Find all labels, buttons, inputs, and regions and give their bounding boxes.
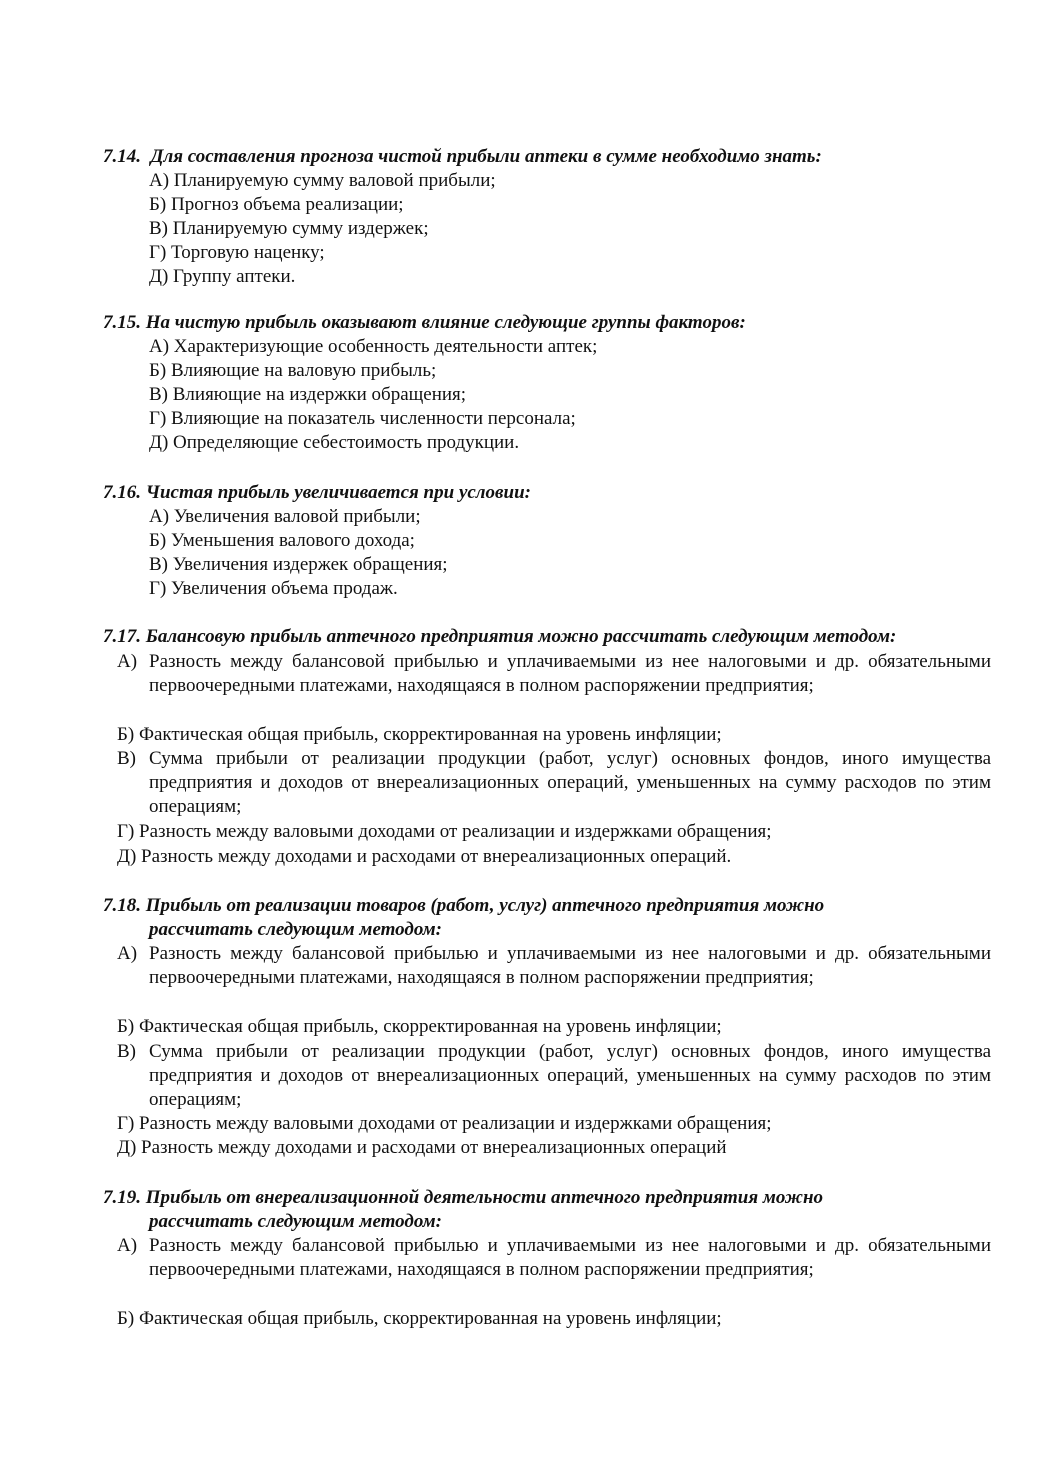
answer-option: Б) Влияющие на валовую прибыль;	[149, 360, 437, 381]
answer-option: В) Увеличения издержек обращения;	[149, 554, 448, 575]
answer-option: Г) Увеличения объема продаж.	[149, 578, 398, 599]
question-text-continued: рассчитать следующим методом:	[149, 919, 442, 940]
option-letter: В)	[117, 748, 136, 769]
answer-option: Д) Разность между доходами и расходами от внереализационных операций.	[117, 846, 732, 867]
question-number: 7.16.	[103, 482, 141, 503]
question-number: 7.15.	[103, 312, 141, 333]
answer-option: Д) Определяющие себестоимость продукции.	[149, 432, 520, 453]
answer-option: Г) Торговую наценку;	[149, 242, 325, 263]
option-letter: А)	[117, 651, 138, 672]
question-text-continued: рассчитать следующим методом:	[149, 1211, 442, 1232]
question-7-18-title	[103, 894, 1003, 942]
answer-option: В) Планируемую сумму издержек;	[149, 218, 429, 239]
answer-option: Б) Прогноз объема реализации;	[149, 194, 404, 215]
question-7-19-title	[103, 1186, 1003, 1234]
answer-option: Б) Фактическая общая прибыль, скорректированная на уровень инфляции;	[117, 724, 722, 745]
question-text: Чистая прибыль увеличивается при условии:	[145, 482, 532, 503]
answer-option: Б) Фактическая общая прибыль, скорректированная на уровень инфляции;	[117, 1308, 722, 1329]
answer-option: А) Планируемую сумму валовой прибыли;	[149, 170, 496, 191]
question-text: Балансовую прибыль аптечного предприятия можно рассчитать следующим методом:	[145, 626, 897, 647]
answer-option: Г) Разность между валовыми доходами от реализации и издержками обращения;	[117, 1113, 772, 1134]
option-text: Разность между балансовой прибылью и уплачиваемыми из нее налоговыми и др. обязательными первоочередными платежами, находящаяся в полном распоряжении предприятия;	[149, 1235, 991, 1280]
question-text: Для составления прогноза чистой прибыли аптеки в сумме необходимо знать:	[150, 146, 822, 167]
question-7-14-title	[103, 145, 1003, 169]
option-text: Сумма прибыли от реализации продукции (работ, услуг) основных фондов, иного имущества предприятия и доходов от внереализационных операций, уменьшенных на сумму расходов по этим операциям;	[149, 1041, 991, 1110]
option-text: Разность между балансовой прибылью и уплачиваемыми из нее налоговыми и др. обязательными первоочередными платежами, находящаяся в полном распоряжении предприятия;	[149, 943, 991, 988]
question-text: Прибыль от реализации товаров (работ, услуг) аптечного предприятия можно	[145, 895, 825, 916]
question-number: 7.14.	[103, 146, 141, 167]
question-7-15-title	[103, 311, 1003, 335]
option-letter: В)	[117, 1041, 136, 1062]
question-7-17-title	[103, 625, 1003, 649]
answer-option: А) Увеличения валовой прибыли;	[149, 506, 421, 527]
answer-option: В) Влияющие на издержки обращения;	[149, 384, 467, 405]
question-text: Прибыль от внереализационной деятельности аптечного предприятия можно	[145, 1187, 824, 1208]
answer-option: А) Характеризующие особенность деятельности аптек;	[149, 336, 598, 357]
option-letter: А)	[117, 1235, 138, 1256]
question-number: 7.18.	[103, 895, 141, 916]
question-text: На чистую прибыль оказывают влияние следующие группы факторов:	[145, 312, 746, 333]
answer-option: Д) Разность между доходами и расходами от внереализационных операций	[117, 1137, 727, 1158]
option-text: Разность между балансовой прибылью и уплачиваемыми из нее налоговыми и др. обязательными первоочередными платежами, находящаяся в полном распоряжении предприятия;	[149, 651, 991, 696]
answer-option: Г) Влияющие на показатель численности персонала;	[149, 408, 576, 429]
answer-option: Б) Уменьшения валового дохода;	[149, 530, 415, 551]
question-number: 7.17.	[103, 626, 141, 647]
answer-option: Г) Разность между валовыми доходами от реализации и издержками обращения;	[117, 821, 772, 842]
option-text: Сумма прибыли от реализации продукции (работ, услуг) основных фондов, иного имущества предприятия и доходов от внереализационных операций, уменьшенных на сумму расходов по этим операциям;	[149, 748, 991, 817]
answer-option: Д) Группу аптеки.	[149, 266, 296, 287]
answer-option: Б) Фактическая общая прибыль, скорректированная на уровень инфляции;	[117, 1016, 722, 1037]
option-letter: А)	[117, 943, 138, 964]
question-number: 7.19.	[103, 1187, 141, 1208]
question-7-16-title	[103, 481, 1003, 505]
